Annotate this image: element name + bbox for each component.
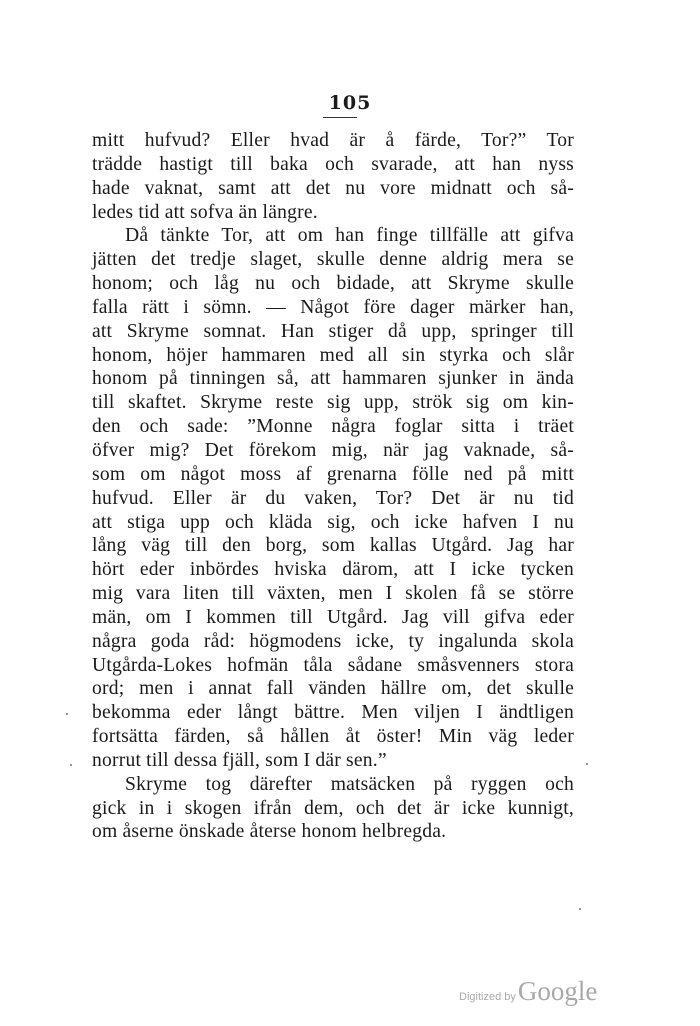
text-line: öfver mig? Det förekom mig, när jag vaknade, så-: [92, 439, 574, 461]
scan-speck: [586, 763, 588, 765]
text-line: några goda råd: högmodens icke, ty ingalunda skola: [92, 630, 574, 652]
text-line: som om något moss af grenarna fölle ned på mitt: [92, 463, 574, 485]
scan-speck: [579, 908, 581, 910]
page-number-rule: [323, 117, 357, 118]
text-line: honom; och låg nu och bidade, att Skryme skulle: [92, 273, 574, 295]
text-line: män, om I kommen till Utgård. Jag vill gifva eder: [92, 606, 574, 628]
text-line: Då tänkte Tor, att om han finge tillfälle att gifva: [125, 225, 574, 247]
text-line: trädde hastigt till baka och svarade, att han nyss: [92, 153, 574, 175]
digitized-label: Digitized by: [459, 991, 516, 1003]
text-line: hade vaknat, samt att det nu vore midnatt och så-: [92, 177, 574, 199]
text-line: ledes tid att sofva än längre.: [92, 201, 318, 223]
text-line: fortsätta färden, så hållen åt öster! Min väg leder: [92, 726, 574, 748]
text-line: falla rätt i sömn. — Något före dager märker han,: [92, 296, 574, 318]
text-line: hört eder inbördes hviska därom, att I icke tycken: [92, 559, 574, 581]
scan-speck: [66, 713, 68, 715]
text-line: gick in i skogen ifrån dem, och det är icke kunnigt,: [92, 797, 574, 819]
text-line: lång väg till den borg, som kallas Utgård. Jag har: [92, 535, 574, 557]
text-line: Skryme tog därefter matsäcken på ryggen och: [125, 773, 574, 795]
text-line: mitt hufvud? Eller hvad är å färde, Tor?” Tor: [92, 130, 574, 151]
text-line: norrut till dessa fjäll, som I där sen.”: [92, 749, 387, 771]
google-logo: Google: [517, 976, 598, 1006]
text-line: honom, höjer hammaren med all sin styrka och slår: [92, 344, 574, 366]
text-line: den och sade: ”Monne några foglar sitta i träet: [92, 416, 574, 438]
text-line: hufvud. Eller är du vaken, Tor? Det är nu tid: [92, 487, 574, 509]
page-number: 105: [328, 92, 372, 114]
body-text: [92, 129, 574, 844]
digitized-by-watermark: [459, 976, 597, 1007]
text-line: honom på tinningen så, att hammaren sjunker in ända: [92, 368, 574, 390]
scan-speck: [70, 764, 72, 766]
text-line: jätten det tredje slaget, skulle denne aldrig mera se: [92, 249, 574, 271]
text-line: om åserne önskade återse honom helbregda.: [92, 821, 447, 843]
text-line: mig vara liten till växten, men I skolen få se större: [92, 583, 574, 605]
text-line: till skaftet. Skryme reste sig upp, strök sig om kin-: [92, 392, 574, 414]
text-line: bekomma eder långt bättre. Men viljen I ändtligen: [92, 702, 574, 724]
text-line: att Skryme somnat. Han stiger då upp, springer till: [92, 320, 574, 342]
text-line: Utgårda-Lokes hofmän tåla sådane småsvenners stora: [92, 654, 574, 676]
text-line: att stiga upp och kläda sig, och icke hafven I nu: [92, 511, 574, 533]
text-line: ord; men i annat fall vänden hällre om, det skulle: [92, 678, 574, 700]
